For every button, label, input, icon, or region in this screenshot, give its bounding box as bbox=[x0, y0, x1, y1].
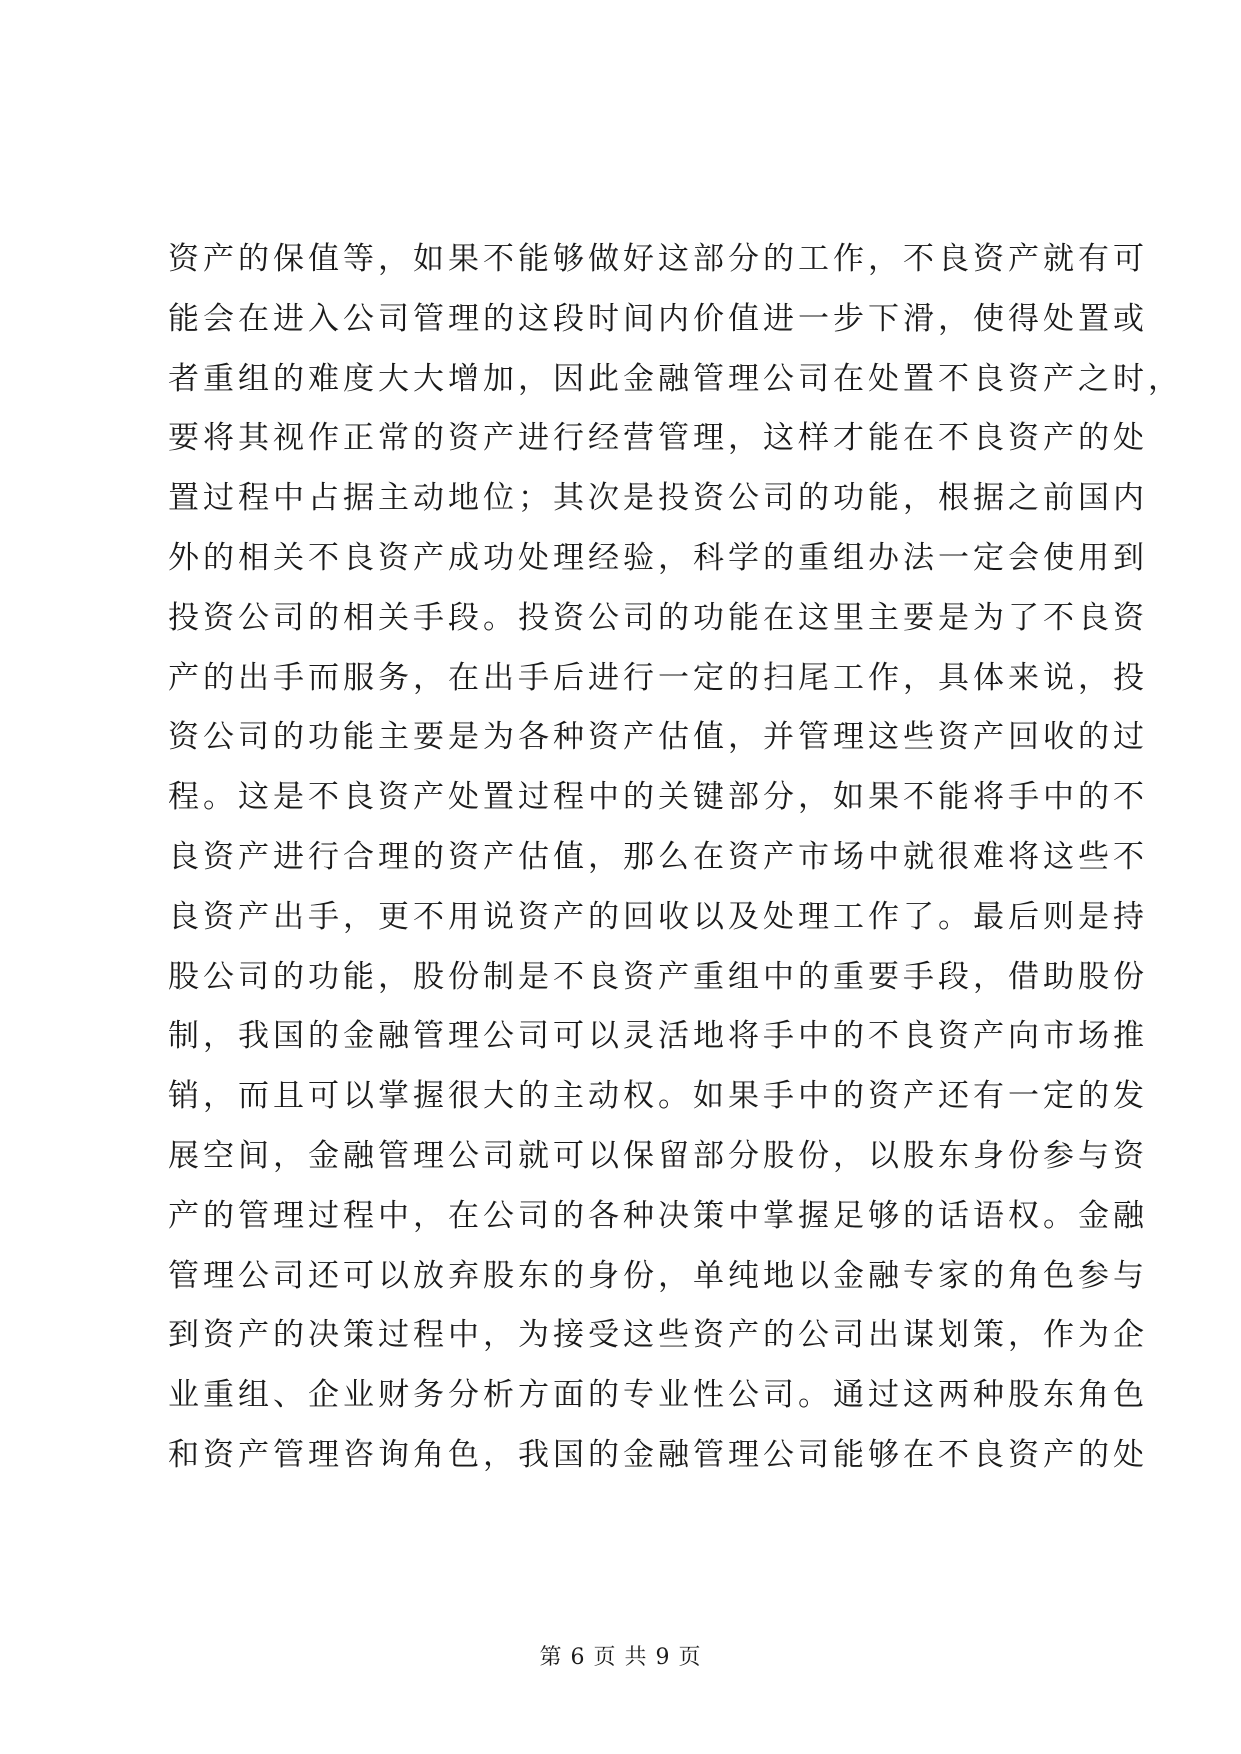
text-line: 者重组的难度大大增加，因此金融管理公司在处置不良资产之时， bbox=[168, 360, 1183, 397]
text-line: 到资产的决策过程中，为接受这些资产的公司出谋划策，作为企 bbox=[168, 1317, 1148, 1354]
text-line: 要将其视作正常的资产进行经营管理，这样才能在不良资产的处 bbox=[168, 420, 1148, 457]
page-number-footer: 第 6 页 共 9 页 bbox=[539, 1645, 702, 1670]
text-line: 置过程中占据主动地位；其次是投资公司的功能，根据之前国内 bbox=[168, 480, 1148, 517]
text-line: 良资产出手，更不用说资产的回收以及处理工作了。最后则是持 bbox=[168, 898, 1148, 935]
text-line: 产的出手而服务，在出手后进行一定的扫尾工作，具体来说，投 bbox=[168, 659, 1148, 696]
text-line: 展空间，金融管理公司就可以保留部分股份，以股东身份参与资 bbox=[168, 1137, 1148, 1174]
text-line: 制，我国的金融管理公司可以灵活地将手中的不良资产向市场推 bbox=[168, 1018, 1148, 1055]
text-line: 股公司的功能，股份制是不良资产重组中的重要手段，借助股份 bbox=[168, 958, 1148, 995]
text-line: 外的相关不良资产成功处理经验，科学的重组办法一定会使用到 bbox=[168, 539, 1148, 576]
text-line: 良资产进行合理的资产估值，那么在资产市场中就很难将这些不 bbox=[168, 838, 1148, 875]
text-line: 产的管理过程中，在公司的各种决策中掌握足够的话语权。金融 bbox=[168, 1197, 1148, 1234]
text-line: 投资公司的相关手段。投资公司的功能在这里主要是为了不良资 bbox=[168, 599, 1148, 636]
text-line: 和资产管理咨询角色，我国的金融管理公司能够在不良资产的处 bbox=[168, 1436, 1148, 1473]
body-text bbox=[168, 230, 1183, 1486]
text-line: 业重组、企业财务分析方面的专业性公司。通过这两种股东角色 bbox=[168, 1377, 1148, 1414]
text-line: 程。这是不良资产处置过程中的关键部分，如果不能将手中的不 bbox=[168, 779, 1148, 816]
text-line: 能会在进入公司管理的这段时间内价值进一步下滑，使得处置或 bbox=[168, 300, 1148, 337]
text-line: 销，而且可以掌握很大的主动权。如果手中的资产还有一定的发 bbox=[168, 1078, 1148, 1115]
text-line: 资公司的功能主要是为各种资产估值，并管理这些资产回收的过 bbox=[168, 719, 1148, 756]
text-line: 管理公司还可以放弃股东的身份，单纯地以金融专家的角色参与 bbox=[168, 1257, 1148, 1294]
text-line: 资产的保值等，如果不能够做好这部分的工作，不良资产就有可 bbox=[168, 241, 1148, 277]
